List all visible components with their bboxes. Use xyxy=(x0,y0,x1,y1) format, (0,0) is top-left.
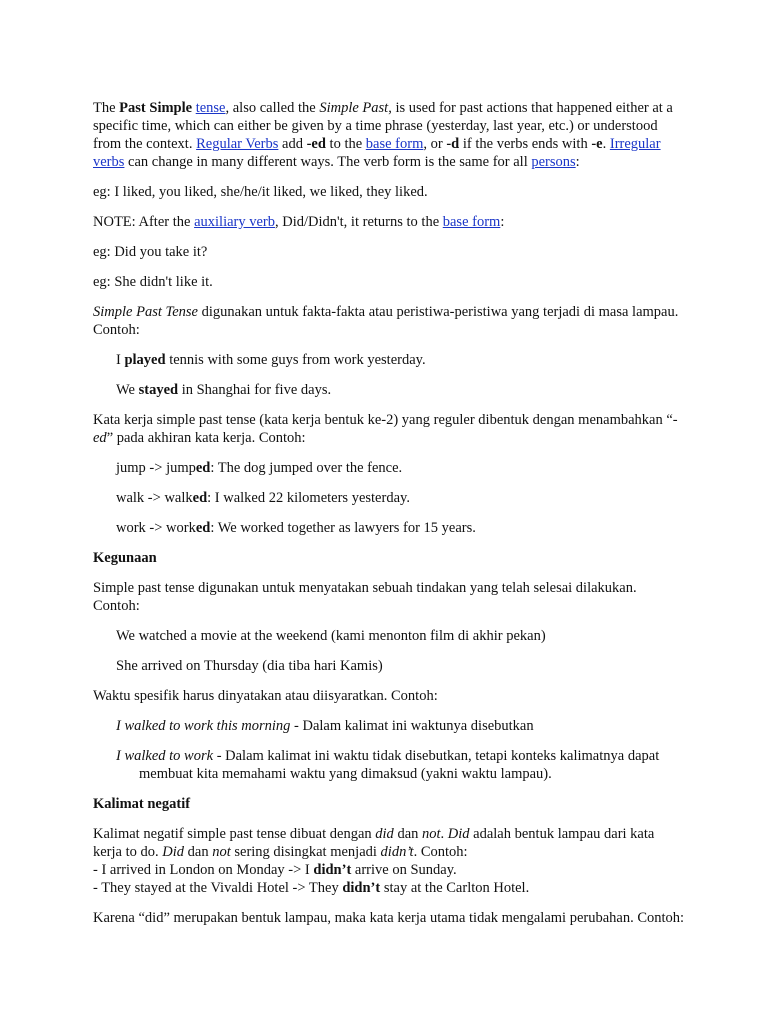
text: ” pada akhiran kata kerja. Contoh: xyxy=(106,430,306,446)
term-did: did xyxy=(375,826,394,842)
example-take: eg: Did you take it? xyxy=(93,244,208,260)
link-base-form[interactable]: base form xyxy=(365,136,424,152)
term-didnt: didn’t xyxy=(380,844,414,860)
text: Kalimat negatif simple past tense dibuat dengan xyxy=(93,826,376,842)
text: : xyxy=(500,214,505,230)
text: Kata kerja simple past tense (kata kerja bentuk ke-2) yang reguler dibentuk dengan menambahkan “ xyxy=(93,412,673,428)
text: digunakan untuk fakta-fakta atau peristiwa-peristiwa yang terjadi di masa lampau. Contoh: xyxy=(93,304,679,338)
text: - Dalam kalimat ini waktu tidak disebutkan, tetapi konteks kalimatnya dapat membuat kita memahami waktu yang dimaksud (yakni waktu lampau). xyxy=(139,748,660,782)
term-not: not xyxy=(212,844,231,860)
text: work -> work xyxy=(116,520,196,536)
heading-text: Kegunaan xyxy=(93,550,157,566)
text: can change in many different ways. The verb form is the same for all xyxy=(124,154,532,170)
example-played xyxy=(93,351,685,369)
text: : We worked together as lawyers for 15 years. xyxy=(210,520,476,536)
term-simple-past-tense: Simple Past Tense xyxy=(93,304,198,320)
text: The xyxy=(93,100,120,116)
note-paragraph xyxy=(93,213,685,231)
example-movie: We watched a movie at the weekend (kami menonton film di akhir pekan) xyxy=(116,628,546,644)
karena-paragraph: Karena “did” merupakan bentuk lampau, maka kata kerja utama tidak mengalami perubahan. Contoh: xyxy=(93,910,685,926)
term-didnt-bold: didn’t xyxy=(313,862,352,878)
suffix-bold: ed xyxy=(195,520,211,536)
text: if the verbs ends with xyxy=(459,136,592,152)
text: dan xyxy=(184,844,213,860)
simple-past-intro xyxy=(93,303,685,339)
text: NOTE: After the xyxy=(93,214,195,230)
link-irregular-verbs[interactable]: Irregular verbs xyxy=(93,136,661,170)
example-work-context xyxy=(93,747,685,783)
text: We xyxy=(116,382,139,398)
term-didnt-bold: didn’t xyxy=(342,880,381,896)
term-did: Did xyxy=(447,826,470,842)
link-base-form-2[interactable]: base form xyxy=(442,214,501,230)
text: sering disingkat menjadi xyxy=(230,844,381,860)
term-not: not xyxy=(422,826,441,842)
link-regular-verbs[interactable]: Regular Verbs xyxy=(196,136,279,152)
text: adalah bentuk lampau dari kata kerja to do. xyxy=(93,826,655,860)
text: - I arrived in London on Monday -> I xyxy=(93,862,314,878)
example-sentence: I walked to work xyxy=(116,748,214,764)
suffix-ed-italic: -ed xyxy=(93,412,678,446)
example-jump xyxy=(93,459,685,477)
text: dan xyxy=(393,826,422,842)
text: to the xyxy=(325,136,366,152)
text: tennis with some guys from work yesterday. xyxy=(165,352,426,368)
text: . xyxy=(440,826,448,842)
kegunaan-paragraph: Simple past tense digunakan untuk menyatakan sebuah tindakan yang telah selesai dilakukan. Contoh: xyxy=(93,580,637,614)
text: , also called the xyxy=(225,100,320,116)
suffix-ed: -ed xyxy=(306,136,326,152)
intro-paragraph xyxy=(93,99,685,171)
suffix-bold: ed xyxy=(192,490,208,506)
text: . Contoh: xyxy=(413,844,468,860)
example-stayed xyxy=(93,381,685,399)
text: - Dalam kalimat ini waktunya disebutkan xyxy=(290,718,534,734)
text: add xyxy=(278,136,307,152)
verb-played: played xyxy=(124,352,166,368)
suffix-e: -e xyxy=(591,136,603,152)
text: : I walked 22 kilometers yesterday. xyxy=(207,490,410,506)
example-sentence: I walked to work this morning xyxy=(116,718,291,734)
heading-negatif xyxy=(93,795,685,813)
example-like: eg: She didn't like it. xyxy=(93,274,213,290)
regular-verb-paragraph xyxy=(93,411,685,447)
verb-stayed: stayed xyxy=(138,382,179,398)
document-body xyxy=(93,99,685,939)
text: stay at the Carlton Hotel. xyxy=(380,880,530,896)
waktu-paragraph: Waktu spesifik harus dinyatakan atau diisyaratkan. Contoh: xyxy=(93,688,438,704)
link-persons[interactable]: persons xyxy=(531,154,576,170)
suffix-bold: ed xyxy=(195,460,211,476)
term-simple-past: Simple Past xyxy=(319,100,389,116)
text: I xyxy=(116,352,125,368)
link-tense[interactable]: tense xyxy=(195,100,226,116)
term-past-simple: Past Simple xyxy=(119,100,193,116)
text: , Did/Didn't, it returns to the xyxy=(275,214,443,230)
text: in Shanghai for five days. xyxy=(178,382,332,398)
text: - They stayed at the Vivaldi Hotel -> They xyxy=(93,880,343,896)
text: , or xyxy=(423,136,447,152)
heading-kegunaan xyxy=(93,549,685,567)
text: , is used for past actions that happened either at a specific time, which can either be given by a time phrase (yesterday, last year, etc.) or understood from the context. xyxy=(93,100,673,152)
example-walk xyxy=(93,489,685,507)
suffix-d: -d xyxy=(446,136,460,152)
text: walk -> walk xyxy=(116,490,193,506)
text: . xyxy=(602,136,610,152)
negatif-paragraph xyxy=(93,825,685,897)
example-work xyxy=(93,519,685,537)
heading-text: Kalimat negatif xyxy=(93,796,191,812)
text: : xyxy=(575,154,580,170)
example-morning xyxy=(93,717,685,735)
link-auxiliary-verb[interactable]: auxiliary verb xyxy=(194,214,276,230)
example-liked: eg: I liked, you liked, she/he/it liked, we liked, they liked. xyxy=(93,184,428,200)
text: arrive on Sunday. xyxy=(351,862,457,878)
text: jump -> jump xyxy=(116,460,196,476)
text: : The dog jumped over the fence. xyxy=(210,460,403,476)
example-thursday: She arrived on Thursday (dia tiba hari Kamis) xyxy=(116,658,383,674)
term-did: Did xyxy=(162,844,185,860)
